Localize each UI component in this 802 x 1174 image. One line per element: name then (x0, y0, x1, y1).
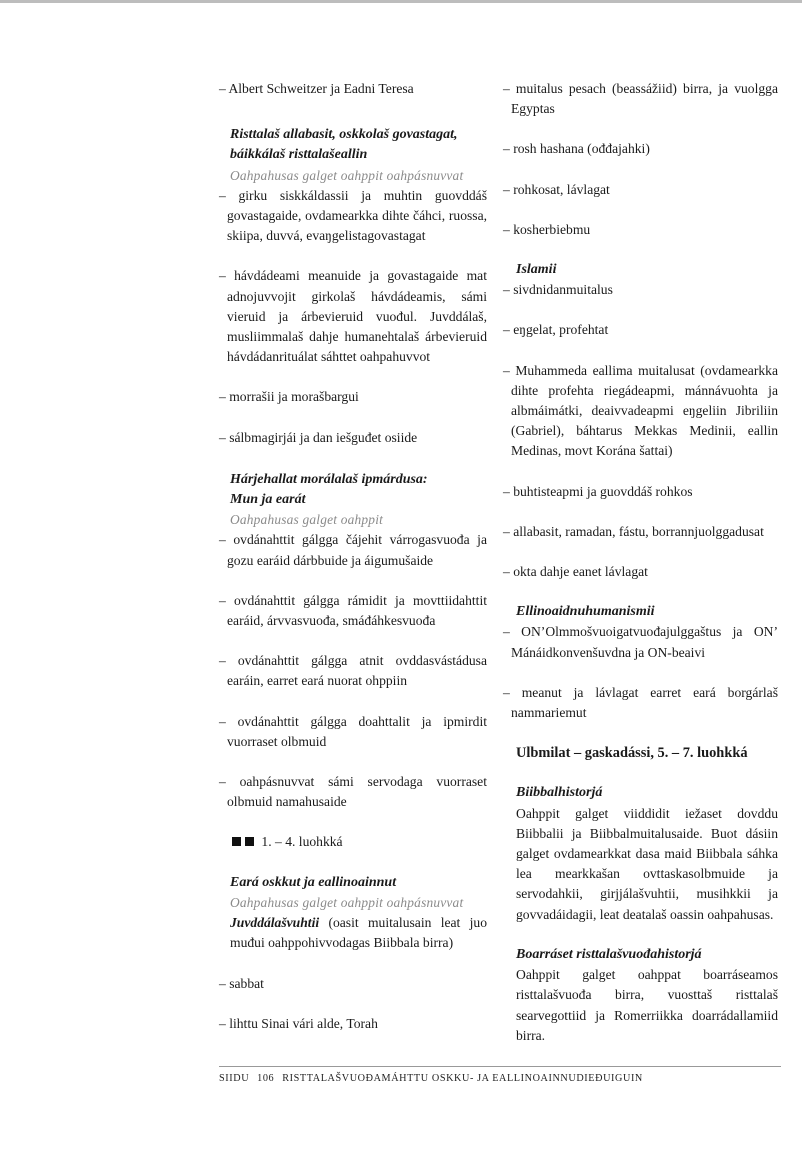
list-item: – Muhammeda eallima muitalusat (ovdamearkka dihte profehta riegádeapmi, mánnávuohta ja albmáimátki, deaivvadeapmi eŋgeliin Jibriliin (Gabriel), báhtarus Mekkas Medinii, eallin Medinas, movt Korána šattai) (503, 362, 778, 459)
heading-church-history: Boarráset risttalašvuođahistorjá (516, 946, 702, 962)
left-column (219, 79, 487, 1054)
footer-page-label: SIIDU (219, 1073, 250, 1084)
body-paragraph: Oahppit galget viiddidit iežaset dovddu Biibbalii ja Biibbalmuitalusaide. Buot dásiin galget ovdamearkkat dasa maid Biibbala sáhka lea mearkkašan ovttaskasolbmuide ja servodahkii, girjjálašvuhtii, musihkkii ja govvadáidagii, leat deatalaš oassin oahpahusas. (516, 805, 778, 922)
heading-moral-line2: Mun ja earát (230, 492, 306, 508)
list-item: – rosh hashana (ođđajahki) (503, 141, 650, 157)
list-item: – ON’Olmmošvuoigatvuođajulggaštus ja ON’ Mánáidkonvenšuvdna ja ON-beaivi (503, 624, 778, 660)
section-heading-goals: Ulbmilat – gaskadássi, 5. – 7. luohkká (516, 745, 748, 762)
subheading-moral: Oahpahusas galget oahppit (230, 512, 384, 528)
subheading-other-religions: Oahpahusas galget oahppit oahpásnuvvat (230, 894, 464, 910)
footer-rule (219, 1066, 781, 1067)
list-item: – ovdánahttit gálgga rámidit ja movttiidahttit earáid, árvvasvuođa, smáđáhkesvuođa (219, 592, 487, 629)
list-item: – sabbat (219, 975, 264, 991)
square-bullet-icon (232, 837, 241, 846)
judaism-note: (oasit muitalusain leat juo muđui oahppohivvodagas Biibbala birra) (230, 915, 487, 951)
subheading-rituals: Oahpahusas galget oahppit oahpásnuvvat (230, 167, 464, 183)
list-item: – okta dahje eanet lávlagat (503, 564, 648, 580)
list-item: – girku siskkáldassii ja muhtin guovddáš govastagaide, ovdamearkka dihte čáhci, ruossa, skiipa, duvvá, evaŋgelistagovastagat (219, 187, 487, 244)
list-item: – muitalus pesach (beassážiid) birra, ja vuolgga Egyptas (503, 81, 778, 117)
heading-islam: Islamii (516, 262, 557, 278)
list-item: – sivdnidanmuitalus (503, 282, 613, 298)
list-item: – meanut ja lávlagat earret eará borgárlaš nammariemut (503, 684, 778, 721)
square-bullet-icon (245, 837, 254, 846)
body-paragraph: Oahppit galget oahppat boarráseamos risttalašvuođa birra, vuosttaš risttalaš searvegottiid ja Romerriikka doarrádallamiid birra. (516, 967, 778, 1043)
heading-humanism: Ellinoaidnuhumanismii (516, 604, 655, 620)
heading-rituals-line2: báikkálaš risttalašeallin (230, 147, 368, 163)
list-item: – ovdánahttit gálgga čájehit várrogasvuođa ja gozu earáid dárbbuide ja áigumušaide (219, 532, 487, 568)
heading-other-religions: Eará oskkut ja eallinoainnut (230, 874, 397, 890)
footer-title: RISTTALAŠVUOĐAMÁHTTU OSKKU- JA EALLINOAINNUDIEĐUIGUIN (282, 1073, 643, 1084)
list-item: – eŋgelat, profehtat (503, 322, 609, 338)
list-item: – Albert Schweitzer ja Eadni Teresa (219, 81, 414, 96)
list-item: – morrašii ja morašbargui (219, 389, 359, 405)
list-item: – oahpásnuvvat sámi servodaga vuorraset olbmuid namahusaide (219, 774, 487, 810)
grade-range (219, 832, 487, 852)
heading-rituals-line1: Risttalaš allabasit, oskkolaš govastagat, (230, 127, 458, 143)
judaism-term: Juvddálašvuhtii (230, 915, 320, 931)
page-footer (219, 1073, 643, 1084)
top-edge-rule (0, 0, 802, 3)
list-item: – sálbmagirjái ja dan iešguđet osiide (219, 429, 418, 445)
list-item: – buhtisteapmi ja guovddáš rohkos (503, 483, 693, 499)
grade-range-label: 1. – 4. luohkká (261, 834, 343, 850)
heading-bible-history: Biibbalhistorjá (516, 785, 603, 801)
list-item: – allabasit, ramadan, fástu, borrannjuolggadusat (503, 523, 764, 539)
list-item: – rohkosat, lávlagat (503, 181, 610, 197)
list-item: – hávdádeami meanuide ja govastagaide mat adnojuvvojit girkolaš hávdádeamis, sámi vieruid ja árbevieruid vuođul. Juvddálaš, musliimmalaš dahje humanehtalaš árbevieruid hávdádanrituálat sáhttet oahpahuvvot (219, 268, 487, 365)
list-item: – kosherbiebmu (503, 221, 591, 237)
list-item: – lihttu Sinai vári alde, Torah (219, 1015, 378, 1031)
list-item: – ovdánahttit gálgga atnit ovddasvástádusa earáin, earret eará nuorat ohppiin (219, 653, 487, 689)
list-item: – ovdánahttit gálgga doahttalit ja ipmirdit vuorraset olbmuid (219, 713, 487, 749)
heading-moral-line1: Hárjehallat morálalaš ipmárdusa: (230, 471, 428, 487)
judaism-paragraph (219, 913, 487, 953)
footer-page-number: 106 (257, 1073, 275, 1084)
right-column (503, 79, 778, 1066)
